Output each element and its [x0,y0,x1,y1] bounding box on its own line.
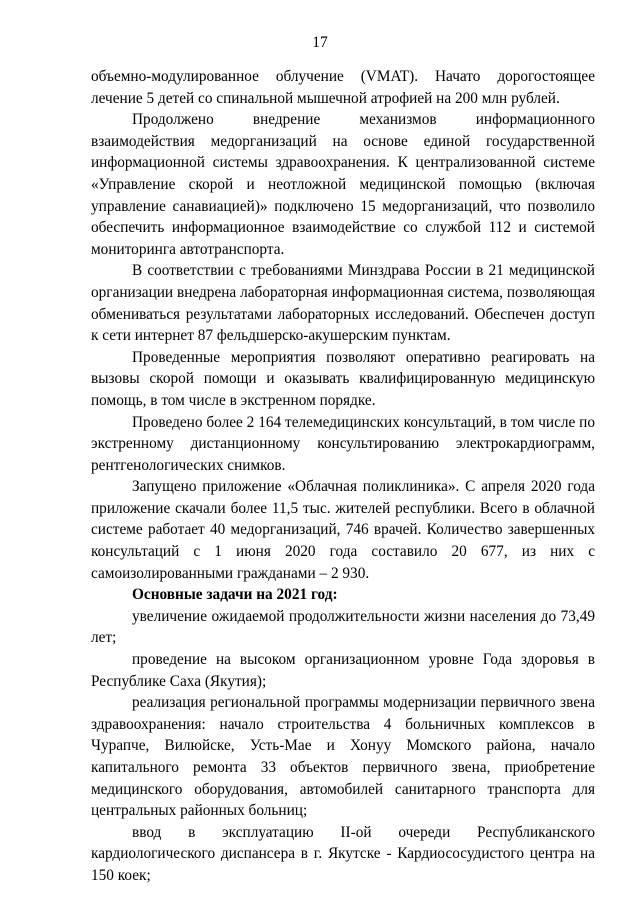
document-body [91,66,595,887]
task-item: реализация региональной программы модернизации первичного звена здравоохранения: начало строительства 4 больничных комплексов в Чурапче, Вилюйске, Усть-Мае и Хонуу Момского района, начало капитального ремонта 33 объектов первичного звена, приобретение медицинского оборудования, автомобилей санитарного транспорта для центральных районных больниц; [91,694,595,820]
task-item: проведение на высоком организационном уровне Года здоровья в Республике Саха (Якутия); [91,651,595,690]
section-heading: Основные задачи на 2021 год: [132,586,338,604]
task-item: увеличение ожидаемой продолжительности жизни населения до 73,49 лет; [91,607,595,647]
paragraph: Проведено более 2 164 телемедицинских консультаций, в том числе по экстренному дистанционному консультированию электрокардиограмм, рентгенологических снимков. [91,413,595,474]
paragraph-continuation: объемно-модулированное облучение (VMAT). Начато дорогостоящее лечение 5 детей со спинальной мышечной атрофией на 200 млн рублей. [91,68,595,107]
paragraph: В соответствии с требованиями Минздрава России в 21 медицинской организации внедрена лабораторная информационная система, позволяющая обмениваться результатами лабораторных исследований. Обеспечен доступ к сети интернет 87 фельдшерско-акушерским пунктам. [91,262,595,345]
paragraph: Продолжено внедрение механизмов информационного взаимодействия медорганизаций на основе единой государственной информационной системы здравоохранения. К централизованной системе «Управление скорой и неотложной медицинской помощью (включая управление санавиацией)» подключено 15 медорганизаций, что позволило обеспечить информационное взаимодействие со службой 112 и системой мониторинга автотранспорта. [91,111,595,258]
paragraph: Проведенные мероприятия позволяют оперативно реагировать на вызовы скорой помощи и оказывать квалифицированную медицинскую помощь, в том числе в экстренном порядке. [91,348,595,409]
paragraph: Запущено приложение «Облачная поликлиника». С апреля 2020 года приложение скачали более 11,5 тыс. жителей республики. Всего в облачной системе работает 40 медорганизаций, 746 врачей. Количество завершенных консультаций с 1 июня 2020 года составило 20 677, из них с самоизолированными гражданами – 2 930. [91,478,595,582]
page-number: 17 [312,34,328,51]
task-item: ввод в эксплуатацию II-ой очереди Республиканского кардиологического диспансера в г. Якутске - Кардиососудистого центра на 150 коек; [91,823,595,884]
